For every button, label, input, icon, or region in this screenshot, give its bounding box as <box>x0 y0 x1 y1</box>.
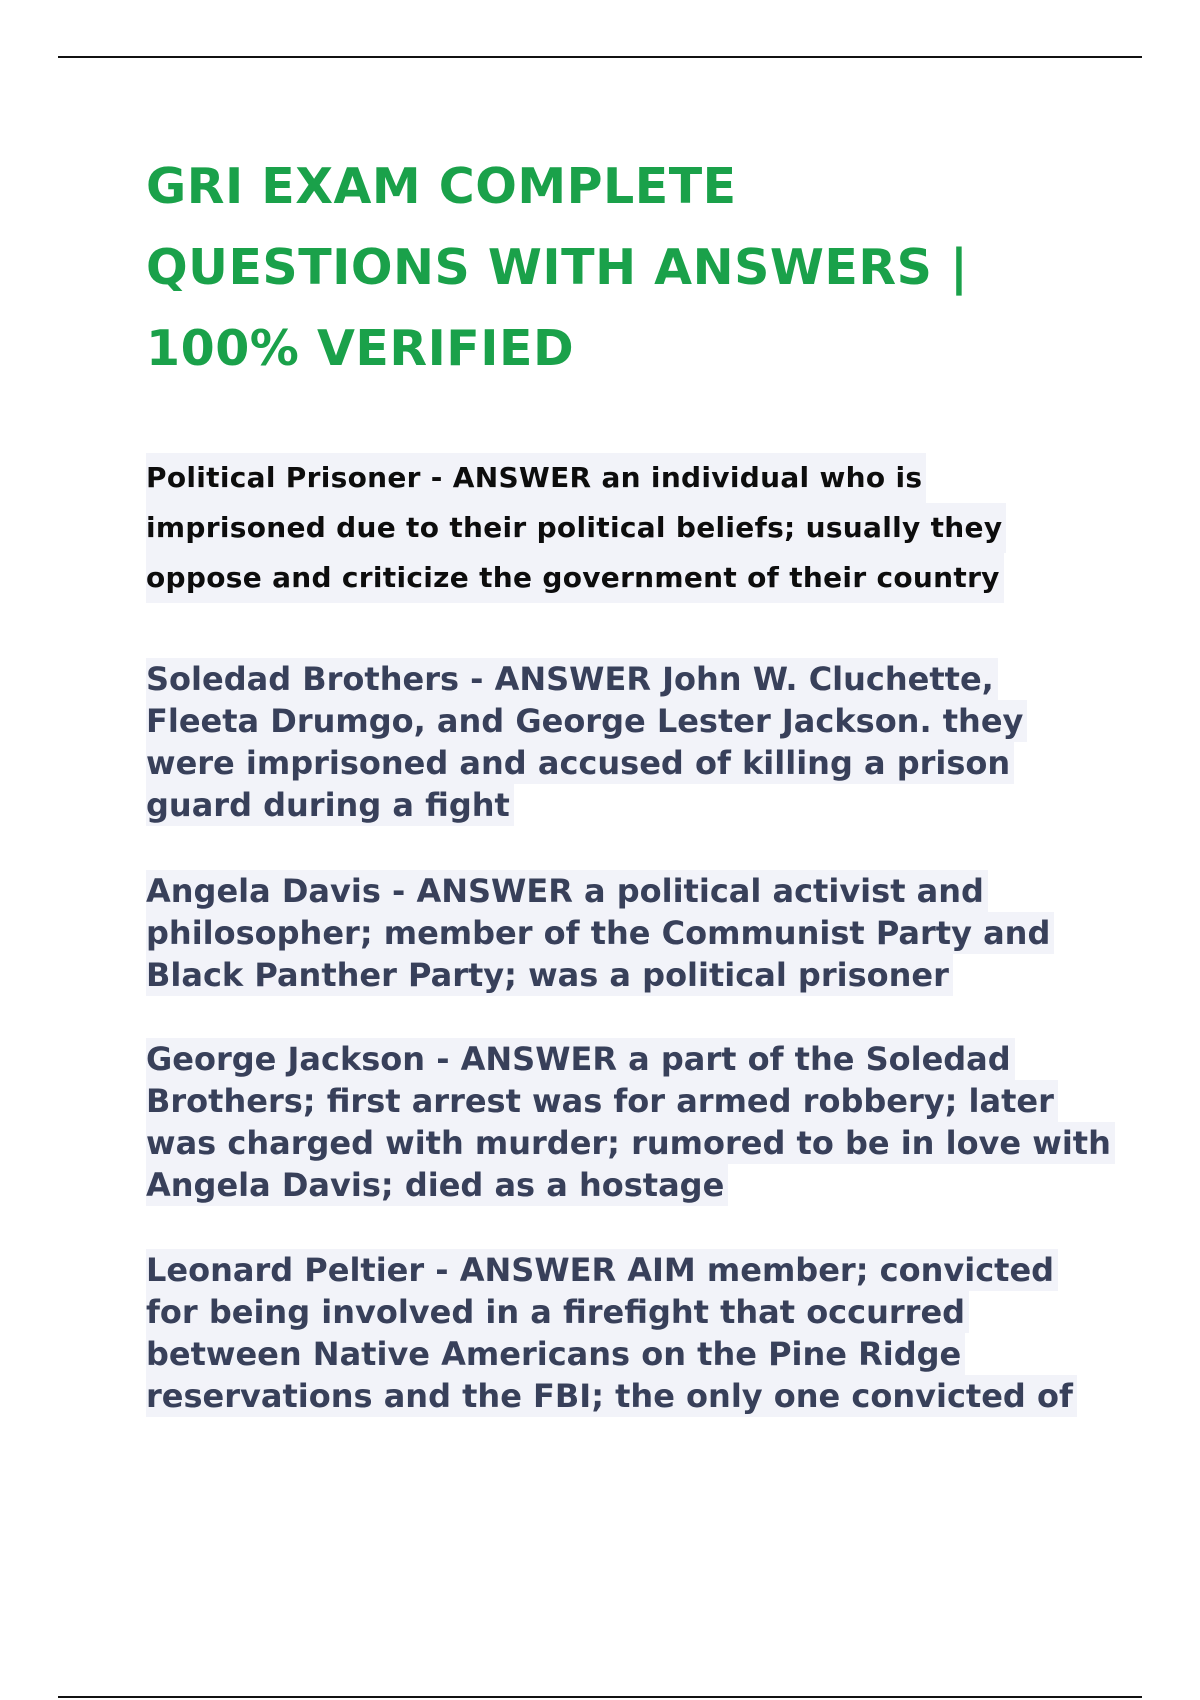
qa-line: between Native Americans on the Pine Ridge <box>146 1333 965 1375</box>
top-rule <box>58 56 1142 58</box>
qa-entry-soledad-brothers <box>146 658 1027 826</box>
qa-line: was charged with murder; rumored to be in love with <box>146 1122 1115 1164</box>
bottom-rule <box>58 1696 1142 1698</box>
qa-line: philosopher; member of the Communist Party and <box>146 912 1054 954</box>
qa-line: Soledad Brothers - ANSWER John W. Cluchette, <box>146 658 998 700</box>
qa-entry-political-prisoner <box>146 453 1006 603</box>
qa-line: Political Prisoner - ANSWER an individual who is <box>146 453 926 503</box>
qa-line: oppose and criticize the government of their country <box>146 553 1004 603</box>
qa-line: Angela Davis; died as a hostage <box>146 1164 728 1206</box>
qa-line: for being involved in a firefight that occurred <box>146 1291 969 1333</box>
qa-line: imprisoned due to their political beliefs; usually they <box>146 503 1006 553</box>
qa-line: reservations and the FBI; the only one convicted of <box>146 1375 1077 1417</box>
document-title <box>146 146 1106 389</box>
qa-entry-angela-davis <box>146 870 1054 996</box>
qa-line: Black Panther Party; was a political prisoner <box>146 954 953 996</box>
qa-line: Fleeta Drumgo, and George Lester Jackson. they <box>146 700 1027 742</box>
qa-line: George Jackson - ANSWER a part of the Soledad <box>146 1038 1015 1080</box>
title-line: GRI EXAM COMPLETE <box>146 158 737 215</box>
qa-line: were imprisoned and accused of killing a prison <box>146 742 1014 784</box>
qa-entry-george-jackson <box>146 1038 1115 1206</box>
qa-line: Angela Davis - ANSWER a political activist and <box>146 870 988 912</box>
qa-line: Leonard Peltier - ANSWER AIM member; convicted <box>146 1249 1058 1291</box>
qa-entry-leonard-peltier <box>146 1249 1077 1417</box>
qa-line: Brothers; first arrest was for armed robbery; later <box>146 1080 1058 1122</box>
title-line: QUESTIONS WITH ANSWERS | <box>146 239 969 296</box>
title-line: 100% VERIFIED <box>146 320 575 377</box>
qa-line: guard during a fight <box>146 784 514 826</box>
